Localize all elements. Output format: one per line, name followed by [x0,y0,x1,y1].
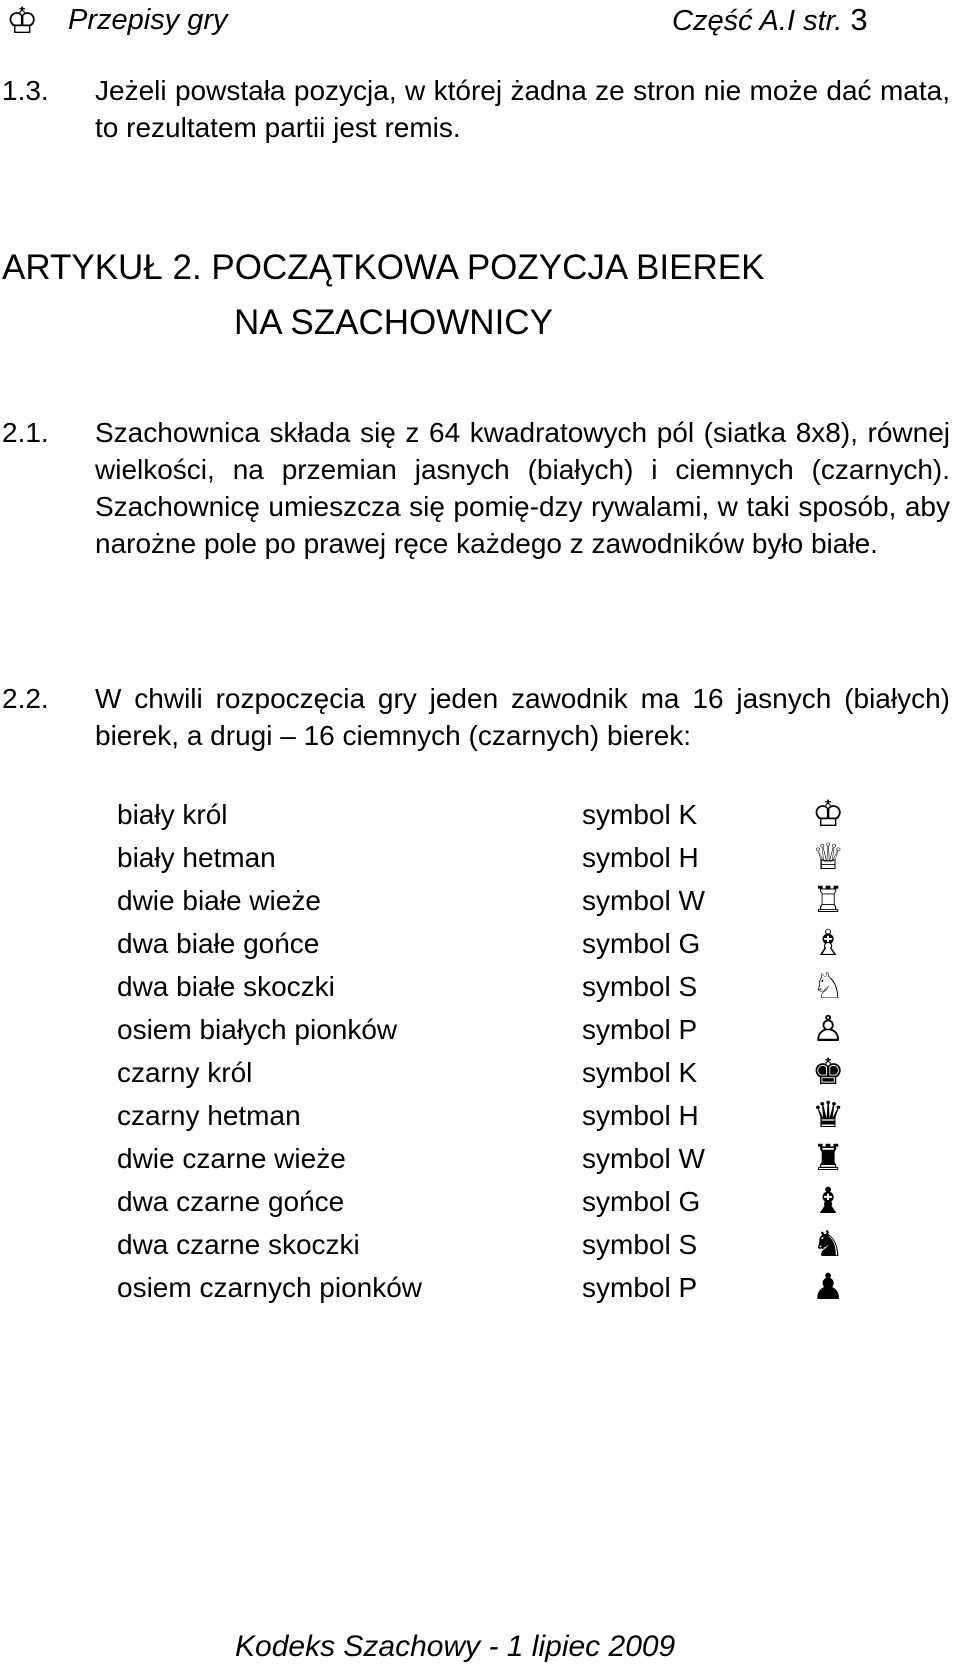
white-king-icon: ♔ [812,794,845,835]
paragraph-text: Jeżeli powstała pozycja, w której żadna ze stron nie może dać mata, to rezultatem partii jest remis. [95,75,950,143]
piece-row-white-king [117,793,877,836]
piece-row-white-pawn [117,1008,877,1051]
piece-row-black-king [117,1051,877,1094]
black-queen-icon: ♛ [812,1095,845,1136]
article-heading [2,240,764,350]
piece-symbol: symbol K [582,1057,698,1088]
piece-name: dwie białe wieże [117,885,321,916]
black-rook-icon: ♜ [812,1138,845,1179]
piece-row-white-queen [117,836,877,879]
piece-row-black-pawn [117,1266,877,1309]
header-page-number: 3 [850,2,868,37]
piece-row-black-knight [117,1223,877,1266]
piece-name: dwa czarne gońce [117,1186,345,1217]
piece-symbol: symbol H [582,1100,699,1131]
piece-row-white-knight [117,965,877,1008]
white-king-icon: ♔ [6,1,39,42]
black-king-icon: ♚ [812,1052,845,1093]
piece-name: dwa czarne skoczki [117,1229,360,1260]
white-rook-icon: ♖ [812,880,845,921]
piece-symbol: symbol S [582,971,698,1002]
black-pawn-icon: ♟ [812,1267,845,1308]
piece-name: osiem białych pionków [117,1014,398,1045]
paragraph-number: 2.2. [2,683,49,714]
white-bishop-icon: ♗ [812,923,845,964]
paragraph-text: Szachownica składa się z 64 kwadratowych pól (siatka 8x8), równej wielkości, na przemian jasnych (białych) i ciemnych (czarnych). Szachownicę umieszcza się pomię-dzy rywalami, w taki sposób, aby narożne pole po prawej ręce każdego z zawodników było białe. [95,417,950,559]
paragraph-number: 2.1. [2,417,49,448]
article-heading-line-2: NA SZACHOWNICY [234,303,553,342]
piece-row-black-queen [117,1094,877,1137]
piece-row-white-rook [117,879,877,922]
page-footer: Kodeks Szachowy - 1 lipiec 2009 [235,1630,676,1663]
piece-symbol: symbol P [582,1014,698,1045]
piece-row-black-bishop [117,1180,877,1223]
piece-name: biały król [117,799,228,830]
piece-name: dwa białe skoczki [117,971,335,1002]
white-queen-icon: ♕ [812,837,845,878]
white-pawn-icon: ♙ [812,1009,845,1050]
piece-row-black-rook [117,1137,877,1180]
pieces-list [117,793,877,1309]
piece-name: dwa białe gońce [117,928,320,959]
piece-symbol: symbol H [582,842,699,873]
article-heading-line-1: ARTYKUŁ 2. POCZĄTKOWA POZYCJA BIEREK [2,248,765,287]
piece-name: biały hetman [117,842,276,873]
paragraph-text: W chwili rozpoczęcia gry jeden zawodnik ma 16 jasnych (białych) bierek, a drugi – 16 ciemnych (czarnych) bierek: [95,683,950,751]
piece-symbol: symbol G [582,1186,701,1217]
piece-symbol: symbol S [582,1229,698,1260]
header-title: Przepisy gry [68,4,228,36]
piece-symbol: symbol P [582,1272,698,1303]
piece-symbol: symbol W [582,885,705,916]
black-knight-icon: ♞ [812,1224,845,1265]
piece-name: czarny hetman [117,1100,301,1131]
white-knight-icon: ♘ [812,966,845,1007]
header-section [672,2,868,39]
piece-symbol: symbol W [582,1143,705,1174]
page-header [0,0,960,44]
paragraph-number: 1.3. [2,75,49,106]
header-section-label: Część A.I str. [672,5,851,37]
black-bishop-icon: ♝ [812,1181,845,1222]
piece-name: dwie czarne wieże [117,1143,346,1174]
piece-name: osiem czarnych pionków [117,1272,423,1303]
piece-name: czarny król [117,1057,253,1088]
piece-symbol: symbol K [582,799,698,830]
piece-symbol: symbol G [582,928,701,959]
piece-row-white-bishop [117,922,877,965]
